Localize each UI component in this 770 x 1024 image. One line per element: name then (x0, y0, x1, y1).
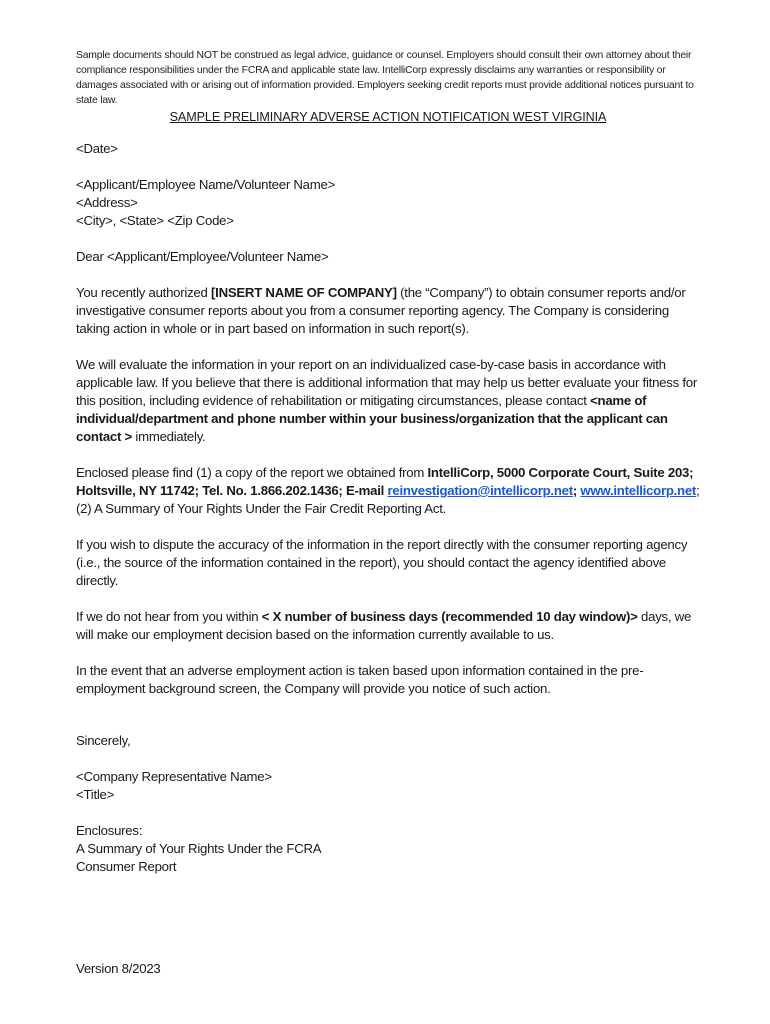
p1-text-c: (the “Company”) to obtain consumer reports and/or investigative consumer reports about you from a consumer reporting agency. The Company is considering taking action in whole or in part based on information in such report(s). (76, 285, 686, 336)
paragraph-deadline (76, 608, 700, 644)
p3-text-a: Enclosed please find (1) a copy of the report we obtained from (76, 465, 428, 480)
p3-text-c: ; (2) A Summary of Your Rights Under the Fair Credit Reporting Act. (76, 483, 700, 516)
representative-title: <Title> (76, 787, 115, 802)
enclosure-item: A Summary of Your Rights Under the FCRA (76, 841, 322, 856)
salutation: Dear <Applicant/Employee/Volunteer Name> (76, 249, 329, 264)
paragraph-evaluation (76, 356, 700, 446)
company-name-placeholder: [INSERT NAME OF COMPANY] (211, 285, 397, 300)
recipient-city: <City>, <State> <Zip Code> (76, 213, 234, 228)
enclosures-block (76, 822, 700, 876)
intellicorp-contact: IntelliCorp, 5000 Corporate Court, Suite 203; Holtsville, NY 11742; Tel. No. 1.866.202.1436; E-mail (76, 465, 694, 498)
contact-placeholder: <name of individual/department and phone number within your business/organization that the applicant can contact > (76, 393, 668, 444)
enclosures-heading: Enclosures: (76, 823, 143, 838)
paragraph-authorization (76, 284, 700, 338)
paragraph-dispute: If you wish to dispute the accuracy of the information in the report directly with the consumer reporting agency (i.e., the source of the information contained in the report), you should contact the agency identified above directly. (76, 537, 688, 588)
recipient-name: <Applicant/Employee Name/Volunteer Name> (76, 177, 336, 192)
version-label: Version 8/2023 (76, 961, 161, 976)
recipient-address (76, 176, 700, 230)
recipient-street: <Address> (76, 195, 138, 210)
date-placeholder: <Date> (76, 141, 118, 156)
p5-text-a: If we do not hear from you within (76, 609, 262, 624)
legal-disclaimer: Sample documents should NOT be construed as legal advice, guidance or counsel. Employers should consult their own attorney about their compliance responsibilities under the FCRA and applicable state law. IntelliCorp expressly disclaims any warranties or responsibility or damages associated with or arising out of information provided. Employers seeking credit reports must provide additional notices pursuant to state law. (76, 50, 694, 106)
letter-body (76, 124, 700, 876)
representative-name: <Company Representative Name> (76, 769, 272, 784)
link-separator: ; (572, 483, 581, 498)
signature-block (76, 768, 700, 804)
email-link[interactable]: reinvestigation@intellicorp.net (387, 483, 573, 498)
p5-text-c: days, we will make our employment decision based on the information currently available to us. (76, 609, 692, 642)
p2-text-c: immediately. (132, 429, 206, 444)
enclosure-item: Consumer Report (76, 859, 177, 874)
website-link[interactable]: www.intellicorp.net (580, 483, 697, 498)
paragraph-enclosed (76, 464, 700, 518)
paragraph-notice: In the event that an adverse employment action is taken based upon information contained in the pre-employment background screen, the Company will provide you notice of such action. (76, 663, 644, 696)
document-title: SAMPLE PRELIMINARY ADVERSE ACTION NOTIFICATION WEST VIRGINIA (169, 110, 607, 124)
closing: Sincerely, (76, 733, 131, 748)
p2-text-a: We will evaluate the information in your report on an individualized case-by-case basis in accordance with applicable law. If you believe that there is additional information that may help us better evaluate your fitness for this position, including evidence of rehabilitation or mitigating circumstances, please contact (76, 357, 697, 408)
days-placeholder: < X number of business days (recommended 10 day window)> (261, 609, 638, 624)
p1-text-a: You recently authorized (76, 285, 212, 300)
